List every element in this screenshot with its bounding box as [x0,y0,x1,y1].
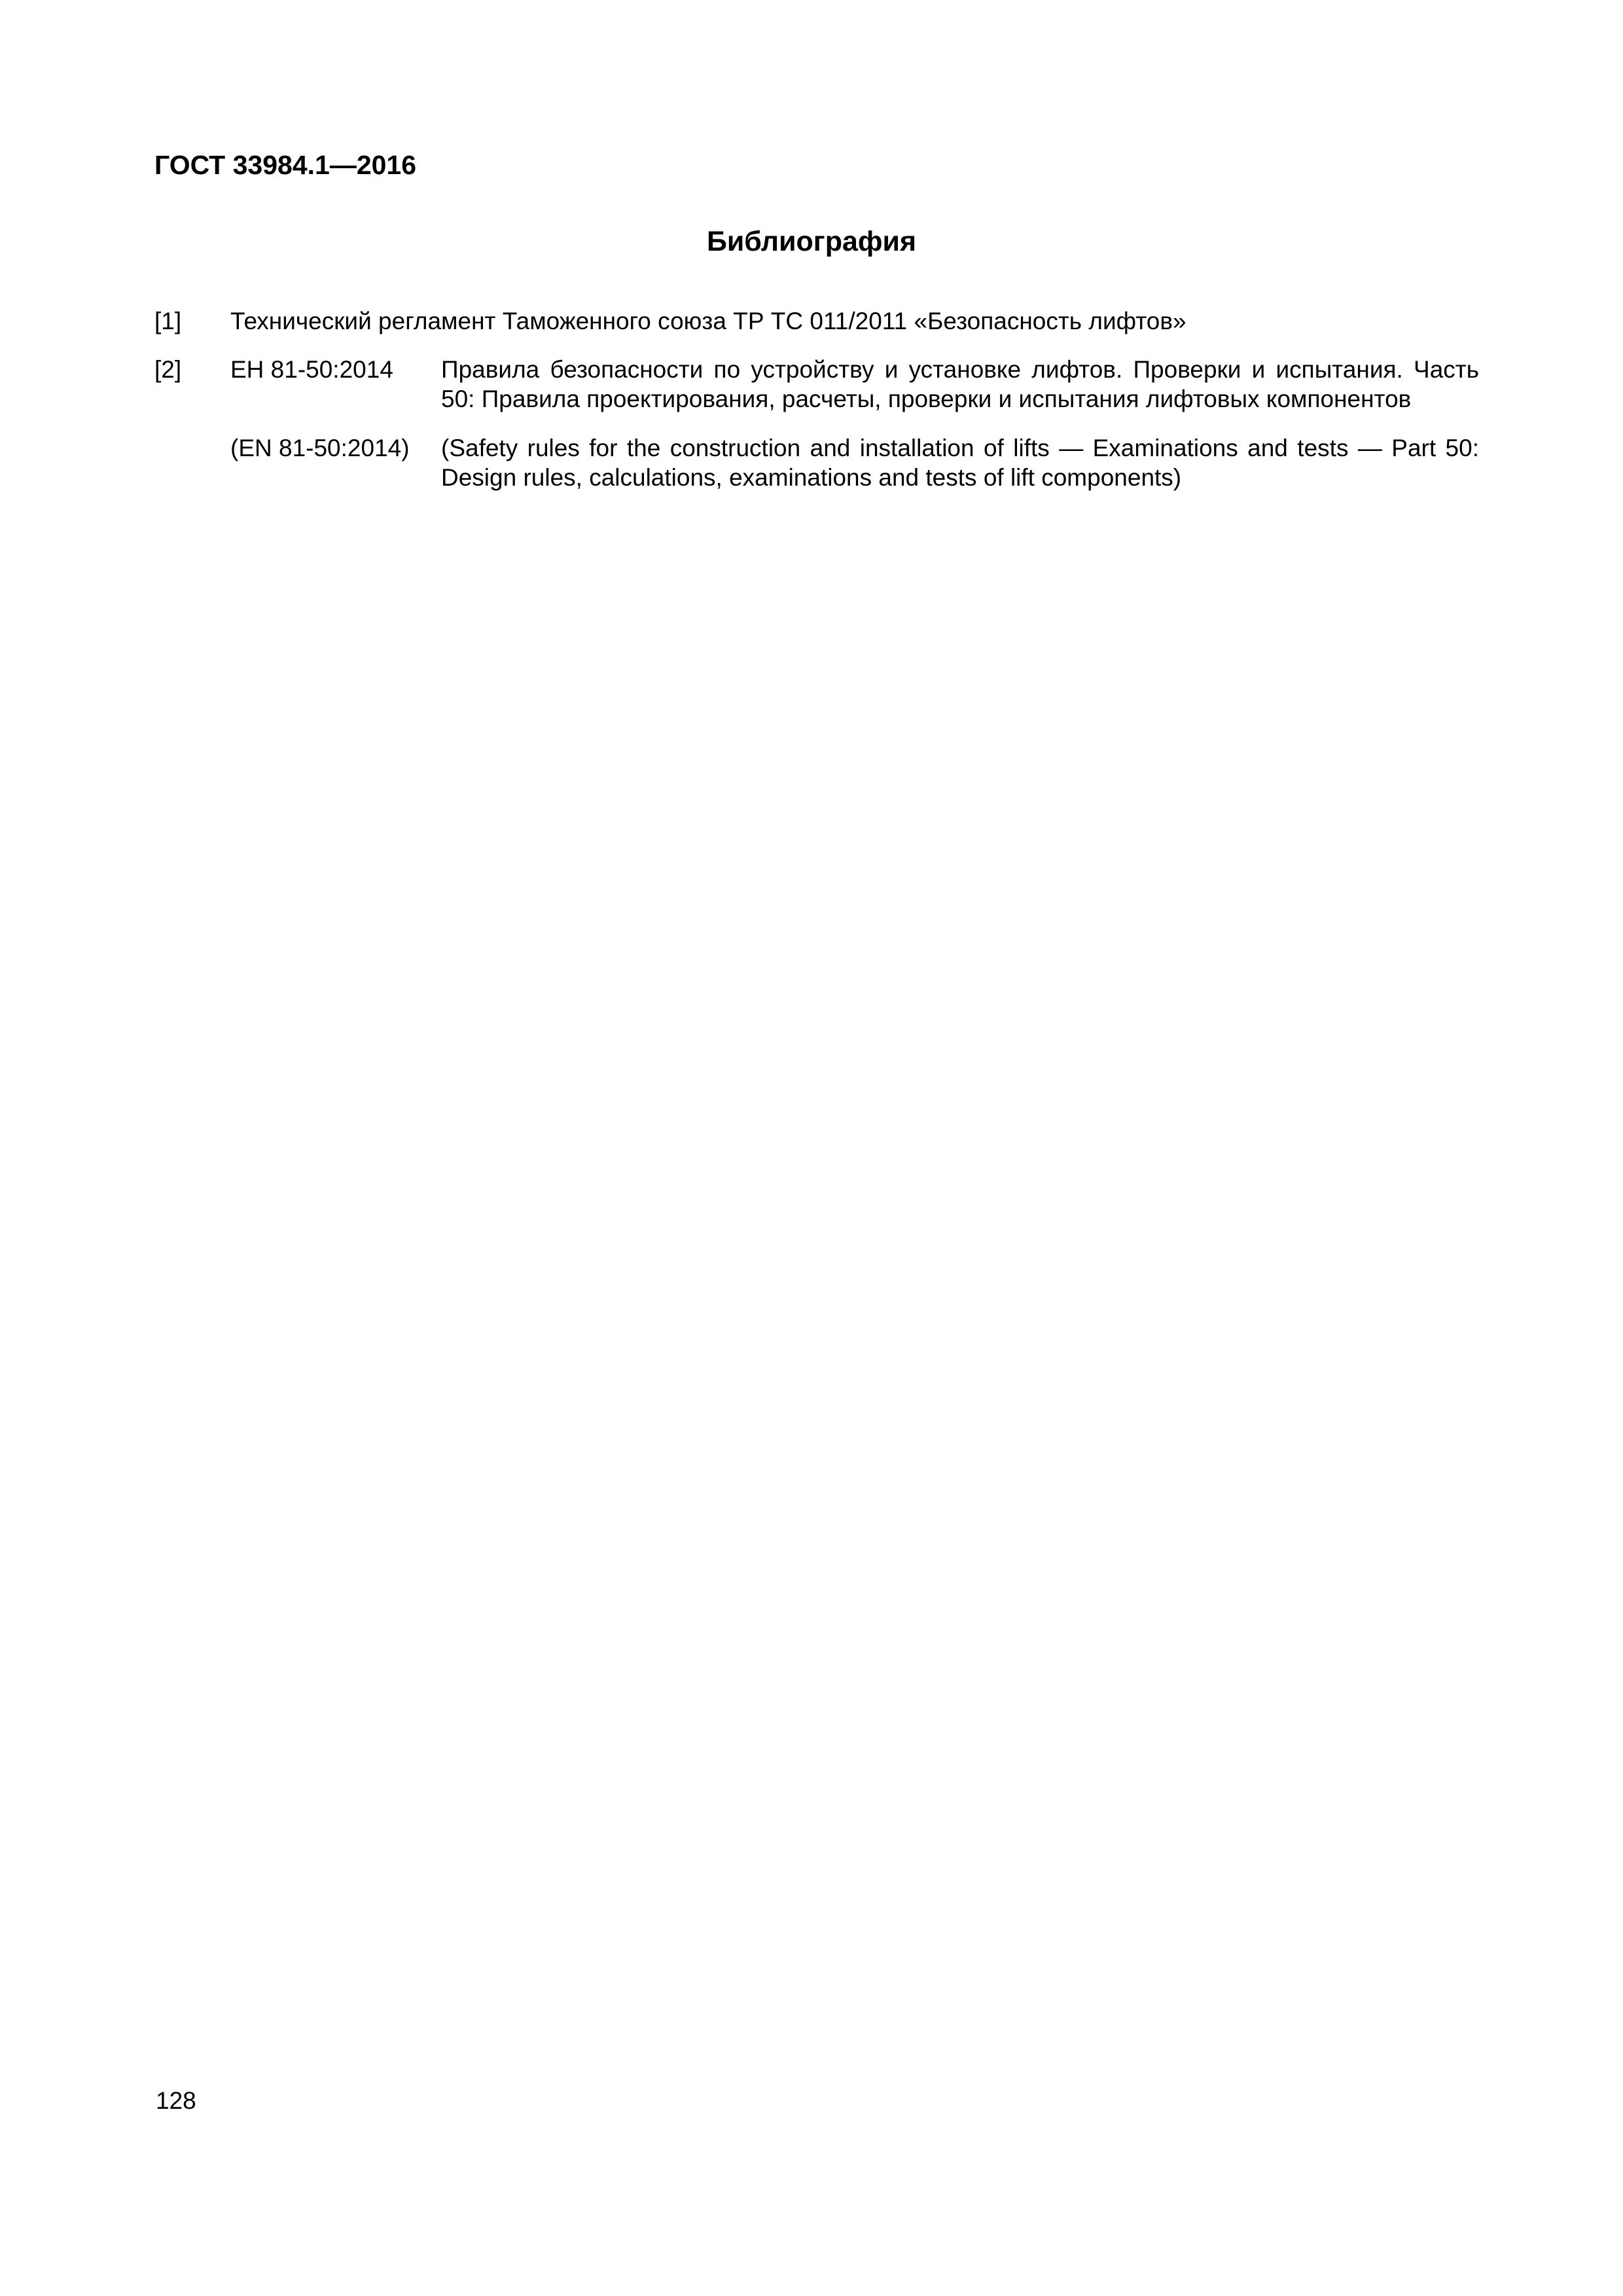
reference-title: Правила безопасности по устройству и установке лифтов. Проверки и испытания. Часть 50: Правила проектирования, расчеты, проверки и испытания лифтовых компонентов [441,356,1479,412]
reference-original-code: (EN 81-50:2014) [230,435,410,461]
document-id-header: ГОСТ 33984.1—2016 [154,150,417,180]
bibliography-title: Библиография [706,226,917,257]
reference-number: [1] [154,308,182,334]
page-number: 128 [156,2087,196,2114]
reference-number: [2] [154,356,182,383]
reference-original-title: (Safety rules for the construction and installation of lifts — Examinations and tests — Part 50: Design rules, calculations, examinations and tests of lift components) [441,435,1479,491]
reference-code: ЕН 81-50:2014 [230,356,393,383]
reference-text: Технический регламент Таможенного союза ТР ТС 011/2011 «Безопасность лифтов» [230,308,1186,334]
